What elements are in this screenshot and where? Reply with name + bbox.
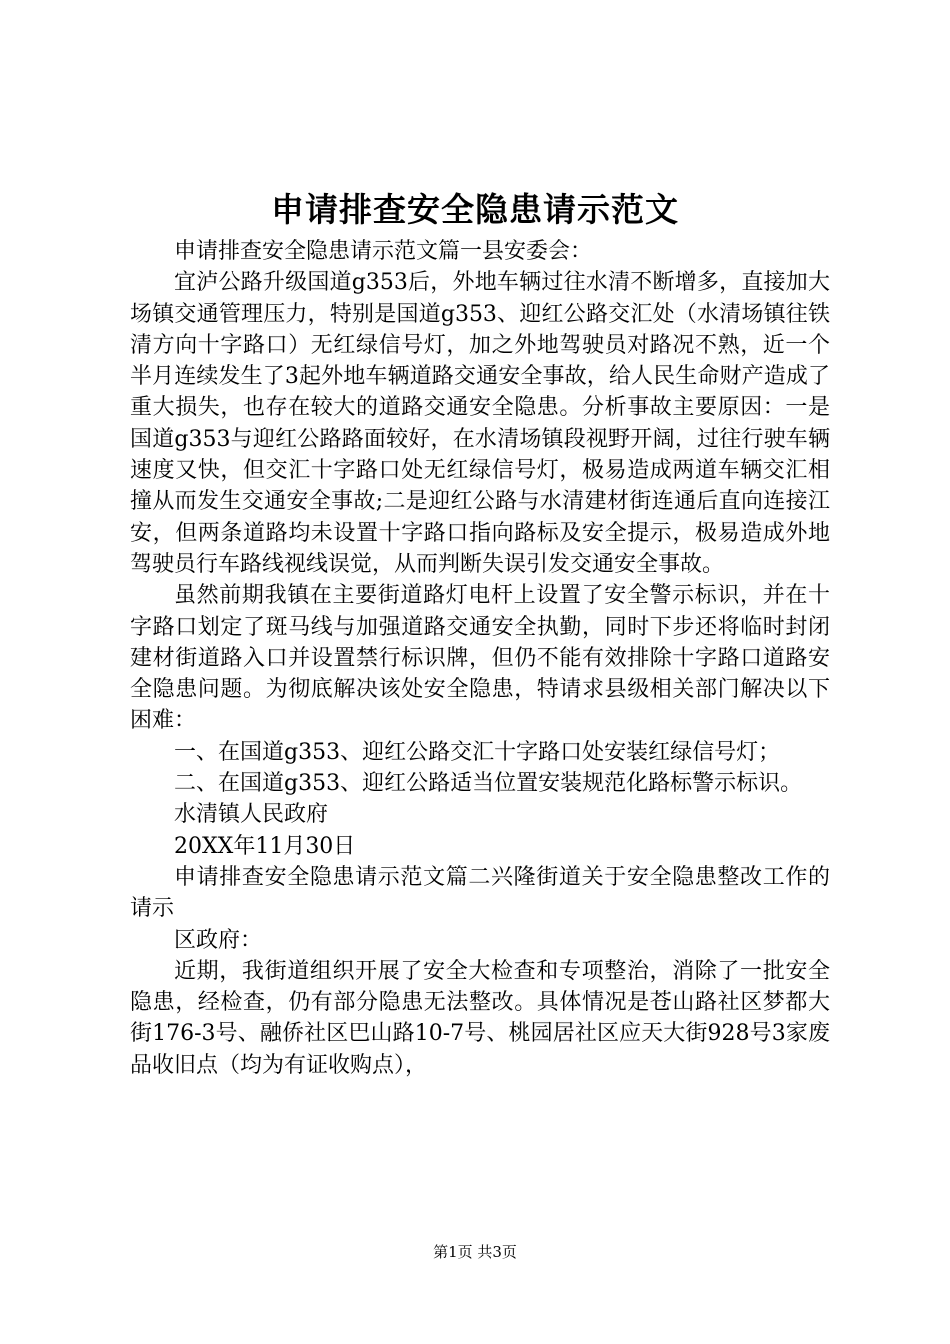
paragraph: 申请排查安全隐患请示范文篇二兴隆街道关于安全隐患整改工作的请示 (130, 864, 830, 922)
signature-org: 水清镇人民政府 (174, 802, 329, 828)
signature-date: 20XX年11月30日 (174, 833, 356, 859)
document-body (130, 236, 830, 1081)
paragraph: 宜泸公路升级国道g353后，外地车辆过往水清不断增多，直接加大场镇交通管理压力，特别是国道g353、迎红公路交汇处（水清场镇往铁清方向十字路口）无红绿信号灯，加之外地驾驶员对路况不熟，近一个半月连续发生了3起外地车辆道路交通安全事故，给人民生命财产造成了重大损失，也存在较大的道路交通安全隐患。分析事故主要原因：一是国道g353与迎红公路路面较好，在水清场镇段视野开阔，过往行驶车辆速度又快，但交汇十字路口处无红绿信号灯，极易造成两道车辆交汇相撞从而发生交通安全事故;二是迎红公路与水清建材街连通后直向连接江安，但两条道路均未设置十字路口指向路标及安全提示，极易造成外地驾驶员行车路线视线误觉，从而判断失误引发交通安全事故。 (130, 270, 830, 577)
document-title: 申请排查安全隐患请示范文 (271, 190, 679, 229)
paragraph: 二、在国道g353、迎红公路适当位置安装规范化路标警示标识。 (174, 771, 803, 797)
paragraph: 虽然前期我镇在主要街道路灯电杆上设置了安全警示标识，并在十字路口划定了斑马线与加强道路交通安全执勤，同时下步还将临时封闭建材街道路入口并设置禁行标识牌，但仍不能有效排除十字路口道路安全隐患问题。为彻底解决该处安全隐患，特请求县级相关部门解决以下困难： (130, 583, 830, 734)
page-number: 第1页 共3页 (433, 1243, 517, 1261)
paragraph: 一、在国道g353、迎红公路交汇十字路口处安装红绿信号灯； (174, 739, 781, 765)
paragraph: 区政府： (174, 927, 263, 953)
paragraph: 近期，我街道组织开展了安全大检查和专项整治，消除了一批安全隐患，经检查，仍有部分隐患无法整改。具体情况是苍山路社区梦都大街176-3号、融侨社区巴山路10-7号、桃园居社区应天大街928号3家废品收旧点（均为有证收购点）， (130, 958, 830, 1078)
paragraph: 申请排查安全隐患请示范文篇一县安委会： (174, 239, 593, 264)
